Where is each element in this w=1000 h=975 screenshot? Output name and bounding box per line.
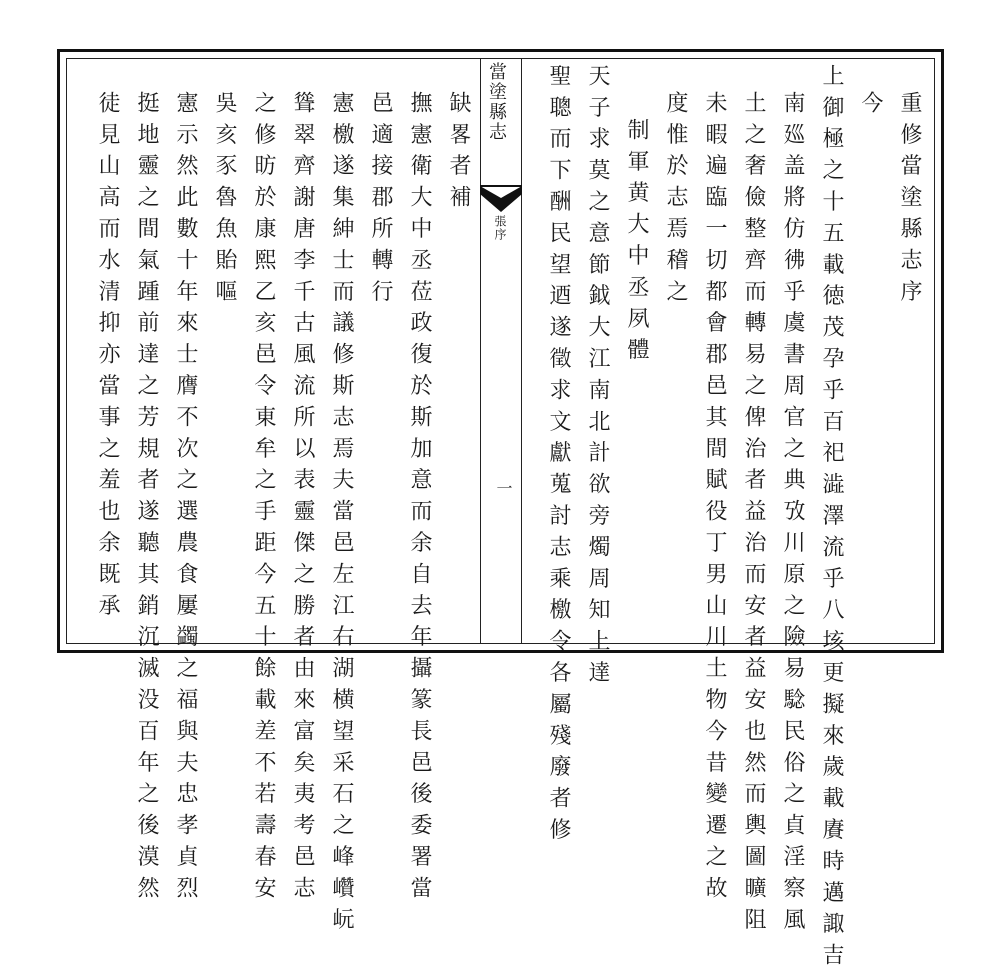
text-column-9: 天子求莫之意節鉞大江南北計欲旁燭周知上達 (585, 64, 610, 692)
text-column-15: 聳翠齊謝唐李千古風流所以表靈傑之勝者由來富矣夷考邑志 (290, 91, 315, 908)
fish-tail-mark-icon (480, 184, 522, 214)
text-column-6: 未暇遍臨一切都會郡邑其間賦役丁男山川土物今昔變遷之故 (702, 91, 727, 908)
spine-book-title: 當塗縣志 (486, 62, 507, 142)
text-column-1: 重修當塗縣志序 (897, 91, 922, 311)
text-column-2: 今 (858, 91, 883, 123)
text-column-12: 撫憲衛大中丞莅政復於斯加意而余自去年攝篆長邑後委署當 (407, 91, 432, 908)
text-column-13: 邑適接郡所轉行 (368, 91, 393, 311)
text-column-4: 南廵盖將仿彿乎虞書周官之典攷川原之險易騐民俗之貞淫察風 (780, 91, 805, 939)
text-column-8: 制軍黄大中丞夙體 (624, 118, 649, 370)
text-column-10: 聖聰而下酬民望迺遂徵求文獻蒐討志乘檄令各屬殘廢者修 (546, 64, 571, 849)
text-column-7: 度惟於志焉稽之 (663, 91, 688, 311)
text-column-17: 吳亥豕魯魚貽嘔 (212, 91, 237, 311)
text-column-19: 挺地靈之間氣踵前達之芳規者遂聽其銷沉滅没百年之後漠然 (134, 91, 159, 908)
text-column-16: 之修昉於康熙乙亥邑令東牟之手距今五十餘載差不若壽春安 (251, 91, 276, 908)
spine-section-label: 張序 (493, 215, 507, 241)
center-fold-line-left (480, 58, 481, 644)
text-column-14: 憲檄遂集紳士而議修斯志焉夫當邑左江右湖横望采石之峰巑岏 (329, 91, 354, 939)
text-column-5: 土之奢儉整齊而轉易之俾治者益治而安者益安也然而輿圖曠阻 (741, 91, 766, 939)
text-column-20: 徒見山高而水清抑亦當事之羞也余既承 (95, 91, 120, 625)
text-column-11: 缺畧者補 (446, 91, 471, 217)
spine-page-number: 一 (494, 480, 513, 496)
text-column-3: 上御極之十五載徳茂孕乎百祀澁澤流乎八垓更擬來歲載賡時邁諏吉 (819, 64, 844, 975)
center-fold-line-right (521, 58, 522, 644)
text-column-18: 憲示然此數十年來士膺不次之選農食屢蠲之福與夫忠孝貞烈 (173, 91, 198, 908)
